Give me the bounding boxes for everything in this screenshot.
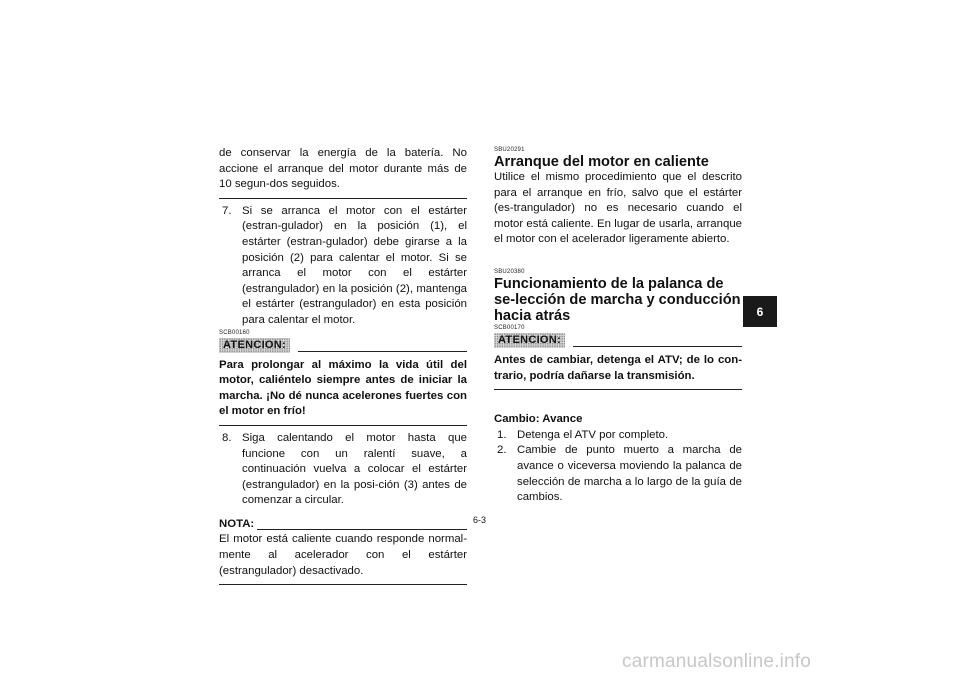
divider	[219, 198, 467, 199]
step-number: 2.	[497, 444, 507, 457]
step-text: Siga calentando el motor hasta que funcione con un ralentí suave, a continuación vuelva a colocar el estárter (estrangulador) en la posi-ción (3) antes de comenzar a circular.	[242, 431, 467, 507]
caution-header	[219, 338, 467, 353]
warm-start-text: Utilice el mismo procedimiento que el descrito para el arranque en frío, salvo que el estárter (es-trangulador) no es necesario cuando el motor está caliente. En lugar de usarla, arranque el motor con el acelerador ligeramente abierto.	[494, 171, 742, 246]
caution-rule	[573, 346, 742, 347]
step-text: Cambie de punto muerto a marcha de avance o viceversa moviendo la palanca de selección de marcha a lo largo de la guía de cambios.	[517, 444, 742, 504]
caution-badge: ATENCION:	[494, 333, 565, 348]
section-title-gear-shift: Funcionamiento de la palanca de se-lección de marcha y conducción hacia atrás	[494, 275, 741, 324]
forward-step	[494, 428, 742, 444]
caution-code: SCB00160	[219, 329, 250, 336]
left-column	[219, 146, 467, 590]
note-header	[219, 517, 467, 533]
note-text: El motor está caliente cuando responde normal-mente al acelerador con el estárter (estrangulador) desactivado.	[219, 533, 467, 577]
note-label: NOTA:	[219, 517, 255, 530]
steps-list-8	[219, 431, 467, 509]
section-code: SBU20291	[494, 147, 525, 153]
chapter-tab: 6	[743, 296, 777, 327]
forward-steps	[494, 428, 742, 506]
caution-text: Antes de cambiar, detenga el ATV; de lo con-trario, podría dañarse la transmisión.	[494, 353, 742, 382]
forward-heading: Cambio: Avance	[494, 413, 583, 426]
step-number: 8.	[222, 431, 232, 444]
caution-rule	[298, 351, 467, 352]
caution-header	[494, 333, 742, 348]
right-column	[494, 146, 742, 506]
intro-paragraph: de conservar la energía de la batería. No accione el arranque del motor durante más de 10 segun-dos seguidos.	[219, 147, 467, 191]
caution-text: Para prolongar al máximo la vida útil del motor, caliéntelo siempre antes de iniciar la marcha. ¡No dé nunca acelerones fuertes con el motor en frío!	[219, 358, 467, 418]
section-code: SBU20380	[494, 268, 525, 275]
caution-code: SCB00170	[494, 324, 525, 331]
watermark: carmanualsonline.info	[622, 651, 812, 672]
section-title-warm-start: Arranque del motor en caliente	[494, 154, 709, 170]
step-7	[219, 204, 467, 329]
step-8	[219, 431, 467, 509]
caution-badge: ATENCION:	[219, 338, 290, 353]
page-number: 6-3	[473, 515, 487, 525]
step-text: Detenga el ATV por completo.	[517, 428, 669, 441]
step-number: 7.	[222, 204, 232, 217]
forward-step	[494, 443, 742, 505]
step-number: 1.	[497, 428, 507, 441]
caution-end-rule	[219, 425, 467, 426]
caution-end-rule	[494, 389, 742, 390]
note-rule	[257, 529, 467, 530]
steps-list-7	[219, 204, 467, 329]
note-end-rule	[219, 584, 467, 585]
step-text: Si se arranca el motor con el estárter (estran-gulador) en la posición (1), el estárter (estran-gulador) debe girarse a la posición (2) para calentar el motor. Si se arranca el motor con el estárter (estrangulador) en la posición (2), mantenga el estárter (estrangulador) en esta posición para calentar el motor.	[242, 204, 467, 326]
